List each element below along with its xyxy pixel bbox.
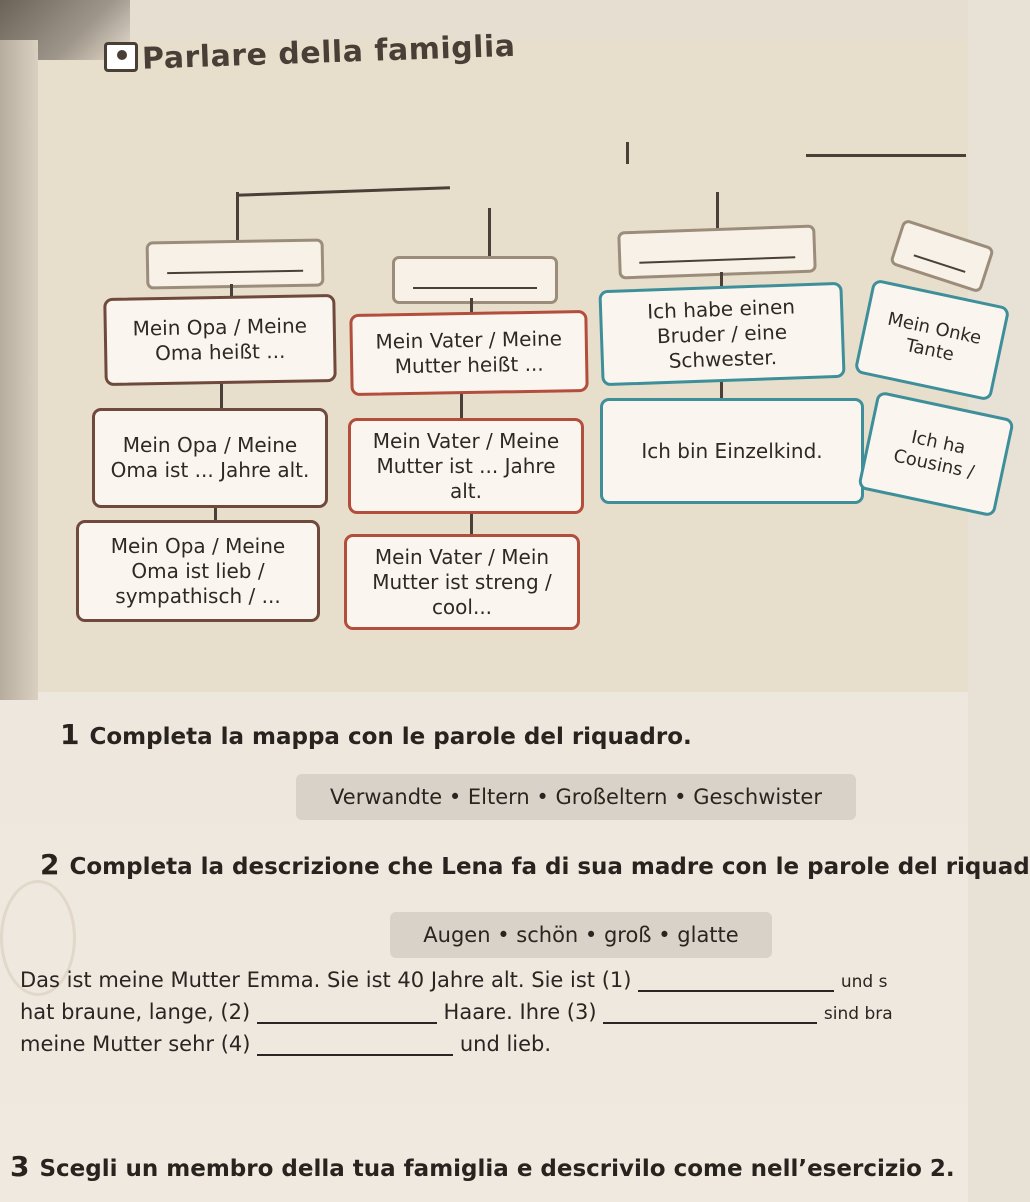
exercise-2-instruction: 2 Completa la descrizione che Lena fa di sua madre con le parole del riquad xyxy=(40,848,1030,881)
word-box-2: Augen • schön • groß • glatte xyxy=(390,912,772,958)
node-parent-character: Mein Vater / Mein Mutter ist streng / cool... xyxy=(344,534,580,630)
node-parent-name: Mein Vater / Meine Mutter heißt ... xyxy=(349,310,588,396)
description-line-3: meine Mutter sehr (4) und lieb. xyxy=(20,1032,552,1056)
connector xyxy=(236,192,239,240)
blank-1[interactable] xyxy=(638,970,834,992)
connector xyxy=(806,154,966,157)
node-grandparent-character: Mein Opa / Meine Oma ist lieb / sympathisch / ... xyxy=(76,520,320,622)
book-spine xyxy=(0,40,38,700)
blank-3[interactable] xyxy=(603,1002,817,1024)
connector xyxy=(220,380,223,410)
connector xyxy=(488,208,491,258)
node-grandparent-name: Mein Opa / Meine Oma heißt ... xyxy=(103,294,337,386)
description-line-1: Das ist meine Mutter Emma. Sie ist 40 Jahre alt. Sie ist (1) und s xyxy=(20,968,888,992)
connector xyxy=(716,192,719,232)
exercise-1-instruction: 1 Completa la mappa con le parole del riquadro. xyxy=(60,718,692,751)
node-only-child: Ich bin Einzelkind. xyxy=(600,398,864,504)
node-parent-age: Mein Vater / Meine Mutter ist ... Jahre alt. xyxy=(348,418,584,514)
blank-slot-geschwister[interactable] xyxy=(617,225,817,280)
node-siblings: Ich habe einen Bruder / eine Schwester. xyxy=(598,282,845,386)
description-line-2: hat braune, lange, (2) Haare. Ihre (3) sind bra xyxy=(20,1000,893,1024)
blank-slot-grosseltern[interactable] xyxy=(146,238,325,289)
node-uncle-aunt: Mein Onke Tante xyxy=(854,278,1011,401)
node-grandparent-age: Mein Opa / Meine Oma ist ... Jahre alt. xyxy=(92,408,328,508)
page-title: Parlare della famiglia xyxy=(141,28,517,77)
blank-slot-eltern[interactable] xyxy=(392,256,558,304)
connector xyxy=(626,142,629,164)
blank-2[interactable] xyxy=(257,1002,437,1024)
blank-4[interactable] xyxy=(257,1034,453,1056)
exercise-3-instruction: 3 Scegli un membro della tua famiglia e descrivilo come nell’esercizio 2. xyxy=(10,1150,955,1183)
connector xyxy=(460,392,463,420)
node-cousins: Ich ha Cousins / xyxy=(857,391,1015,518)
word-box-1: Verwandte • Eltern • Großeltern • Geschwister xyxy=(296,774,856,820)
